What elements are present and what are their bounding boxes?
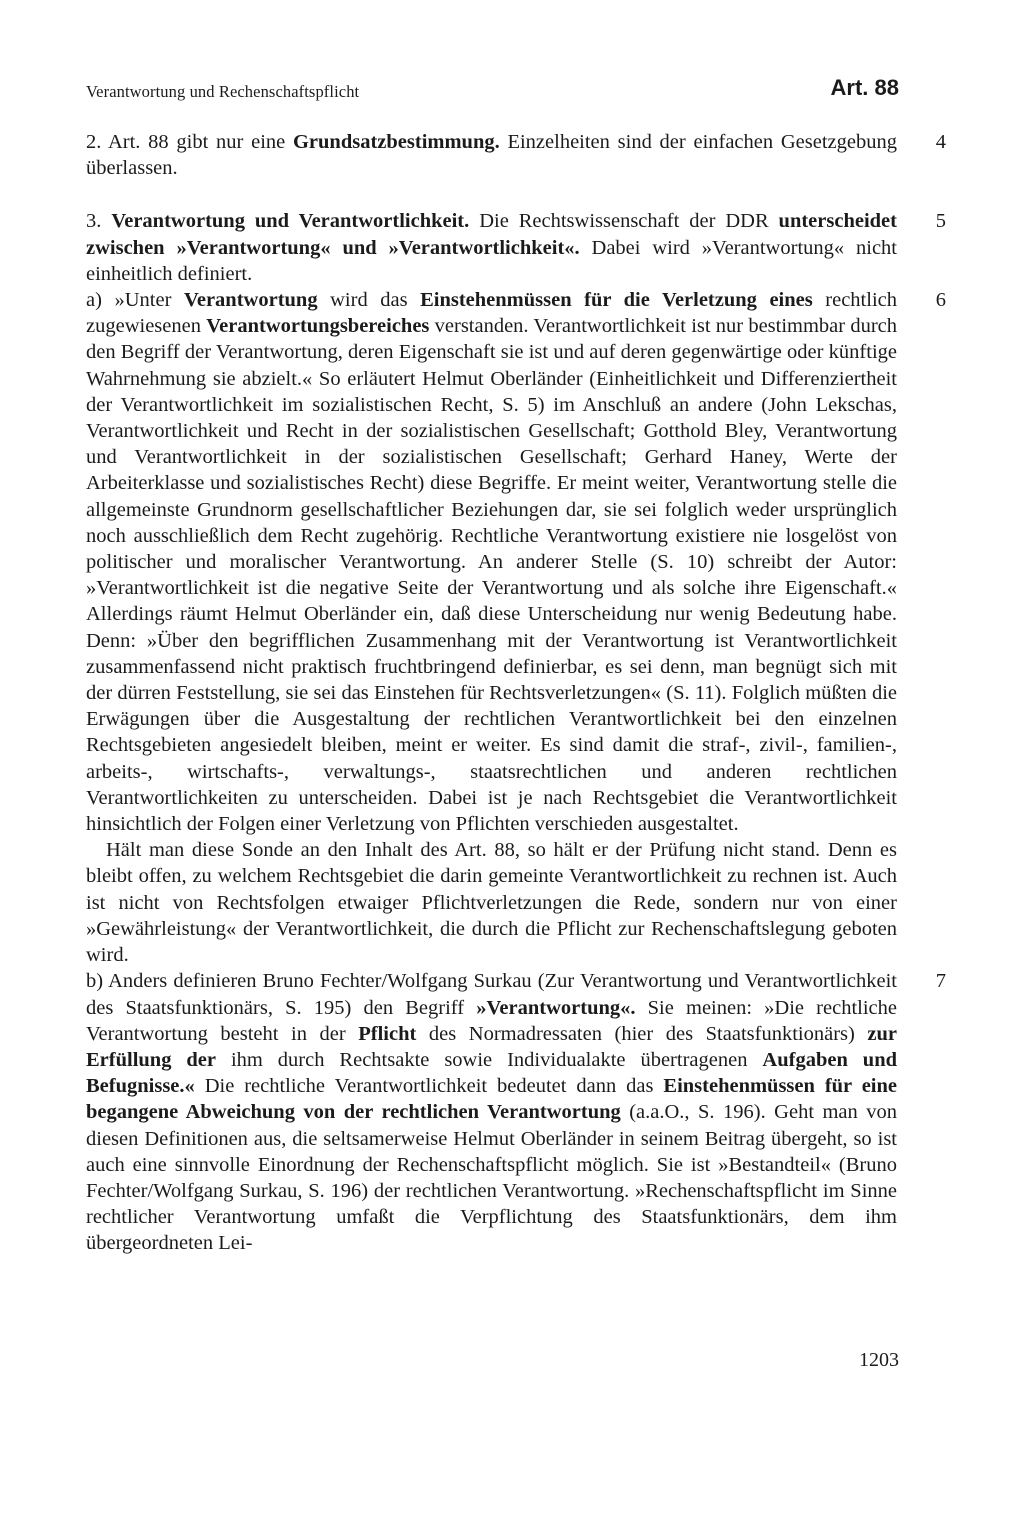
paragraph-4 (86, 129, 946, 181)
text-run: Sie meinen: »Die rechtliche Verantwortung besteht in der (86, 996, 897, 1045)
bold-text: Aufgaben und Befugnisse.« (86, 1048, 897, 1098)
paragraph-text (86, 210, 897, 284)
bold-text: Grundsatzbestimmung. (292, 131, 500, 153)
paragraph-text (86, 970, 897, 1254)
running-head: Verantwortung und Rechenschaftspflicht (86, 82, 360, 101)
text-run: verstanden. Verantwortlichkeit ist nur bestimmbar durch den Begriff der Verantwortung, deren Eigenschaft sie ist und auf deren gegenwärtige oder künftige Wahrnehmung sie abzielt.« So erläutert Helmut Oberländer (Einheitlichkeit und Differenziertheit der Verantwortlichkeit im sozialistischen Recht, S. 5) im Anschluß an andere (John Lekschas, Verantwortlichkeit und Recht in der sozialistischen Gesellschaft; Gotthold Bley, Verantwortung und Verantwortlichkeit in der sozialistischen Gesellschaft; Gerhard Haney, Werte der Arbeiterklasse und sozialistisches Recht) diese Begriffe. Er meint weiter, Verantwortung stelle die allgemeinste Grundnorm gesellschaftlicher Beziehungen dar, sie sei folglich weder ursprünglich noch ausschließlich dem Recht zugehörig. Rechtliche Verantwortung existiere nie losgelöst von politischer und moralischer Verantwortung. An anderer Stelle (S. 10) schreibt der Autor: »Verantwortlichkeit ist die negative Seite der Verantwortung und als solche ihre Eigenschaft.« Allerdings räumt Helmut Oberländer ein, daß diese Unterscheidung nur wenig Bedeutung habe. Denn: »Über den begrifflichen Zusammenhang mit der Verantwortung ist Verantwortlichkeit zusammenfassend nicht praktisch fruchtbringend definierbar, es sei denn, man begnügt sich mit der dürren Feststellung, sie sei das Einstehen für Rechtsverletzungen« (S. 11). Folglich müßten die Erwägungen über die Ausgestaltung der rechtlichen Verantwortlichkeit bei den einzelnen Rechtsgebieten angesiedelt bleiben, meint er weiter. Es sind damit die straf-, zivil-, familien-, arbeits-, wirtschafts-, verwaltungs-, staatsrechtlichen und anderen rechtlichen Verantwortlichkeiten zu unterscheiden. Dabei ist je nach Rechtsgebiet die Verantwortlichkeit hinsichtlich der Folgen einer Verletzung von Pflichten verschieden ausgestaltet. (86, 315, 897, 836)
paragraph-text (86, 289, 897, 835)
bold-text: zur Erfüllung der (86, 1022, 897, 1071)
bold-text: Verantwortungsbereiches (206, 315, 430, 338)
text-run: Die Rechtswissenschaft der DDR (469, 210, 779, 233)
article-label: Art. 88 (830, 75, 899, 100)
paragraph-5 (86, 208, 946, 287)
text-run: Hält man diese Sonde an den Inhalt des Art. 88, so hält er der Prüfung nicht stand. Denn es bleibt offen, zu welchem Rechtsgebiet die darin gemeinte Verantwortlichkeit zu rechnen ist. Auch ist nicht von Rechtsfolgen etwaiger Pflichtverletzungen die Rede, sondern nur von einer »Gewährleistung« der Verantwortlichkeit, die durch die Pflicht zur Rechenschaftslegung geboten wird. (86, 839, 897, 967)
bold-text: Einstehenmüssen für eine begangene Abweichung von der rechtlichen Verantwortung (86, 1075, 897, 1124)
bold-text: Einstehenmüssen für die Verletzung eines (420, 289, 813, 312)
paragraph-text (86, 131, 897, 179)
bold-text: Verantwortung und Verantwortlichkeit. (111, 210, 470, 233)
bold-text: Verantwortung (183, 289, 318, 312)
text-run: b) Anders definieren Bruno Fechter/Wolfgang Surkau (Zur Verantwortung und Verantwortlichkeit des Staatsfunktionärs, S. 195) den Begriff (86, 970, 897, 1019)
margin-number: 5 (935, 210, 946, 233)
margin-number: 7 (935, 970, 946, 993)
text-run: a) »Unter (86, 289, 184, 312)
text-run: des Normadressaten (hier des Staatsfunktionärs) (416, 1022, 868, 1045)
text-run: wird das (317, 289, 421, 312)
margin-number: 4 (935, 131, 946, 153)
bold-text: unterscheidet zwischen »Verantwortung« und »Verantwortlichkeit«. (86, 210, 897, 259)
text-run: (a.a.O., S. 196). Geht man von diesen Definitionen aus, die seltsamerweise Helmut Oberländer in seinem Beitrag übergeht, so ist auch eine sinnvolle Einordnung der Rechenschaftspflicht möglich. Sie ist »Bestandteil« (Bruno Fechter/Wolfgang Surkau, S. 196) der rechtlichen Verantwortung. »Rechenschaftspflicht im Sinne rechtlicher Verantwortung umfaßt die Verpflichtung des Staatsfunktionärs, dem ihm übergeordneten Lei- (86, 1101, 897, 1255)
text-run: 2. Art. 88 gibt nur eine (86, 131, 293, 153)
paragraph-7 (86, 968, 946, 1256)
text-run: Dabei wird »Verantwortung« nicht einheitlich definiert. (86, 236, 897, 285)
bold-text: Pflicht (358, 1022, 417, 1045)
body-text (86, 129, 946, 1257)
paragraph-6-continued (86, 837, 897, 968)
paragraph-text (86, 839, 897, 966)
text-run: rechtlich zugewiesenen (86, 289, 897, 338)
text-run: ihm durch Rechtsakte sowie Individualakte übertragenen (216, 1048, 763, 1071)
bold-text: »Verantwortung«. (476, 996, 636, 1019)
page-number: 1203 (859, 1349, 899, 1371)
paragraph-6 (86, 287, 946, 837)
text-run: 3. (86, 210, 112, 233)
text-run: Einzelheiten sind der einfachen Gesetzgebung überlassen. (86, 131, 897, 180)
margin-number: 6 (935, 289, 946, 312)
text-run: Die rechtliche Verantwortlichkeit bedeutet dann das (194, 1075, 664, 1098)
